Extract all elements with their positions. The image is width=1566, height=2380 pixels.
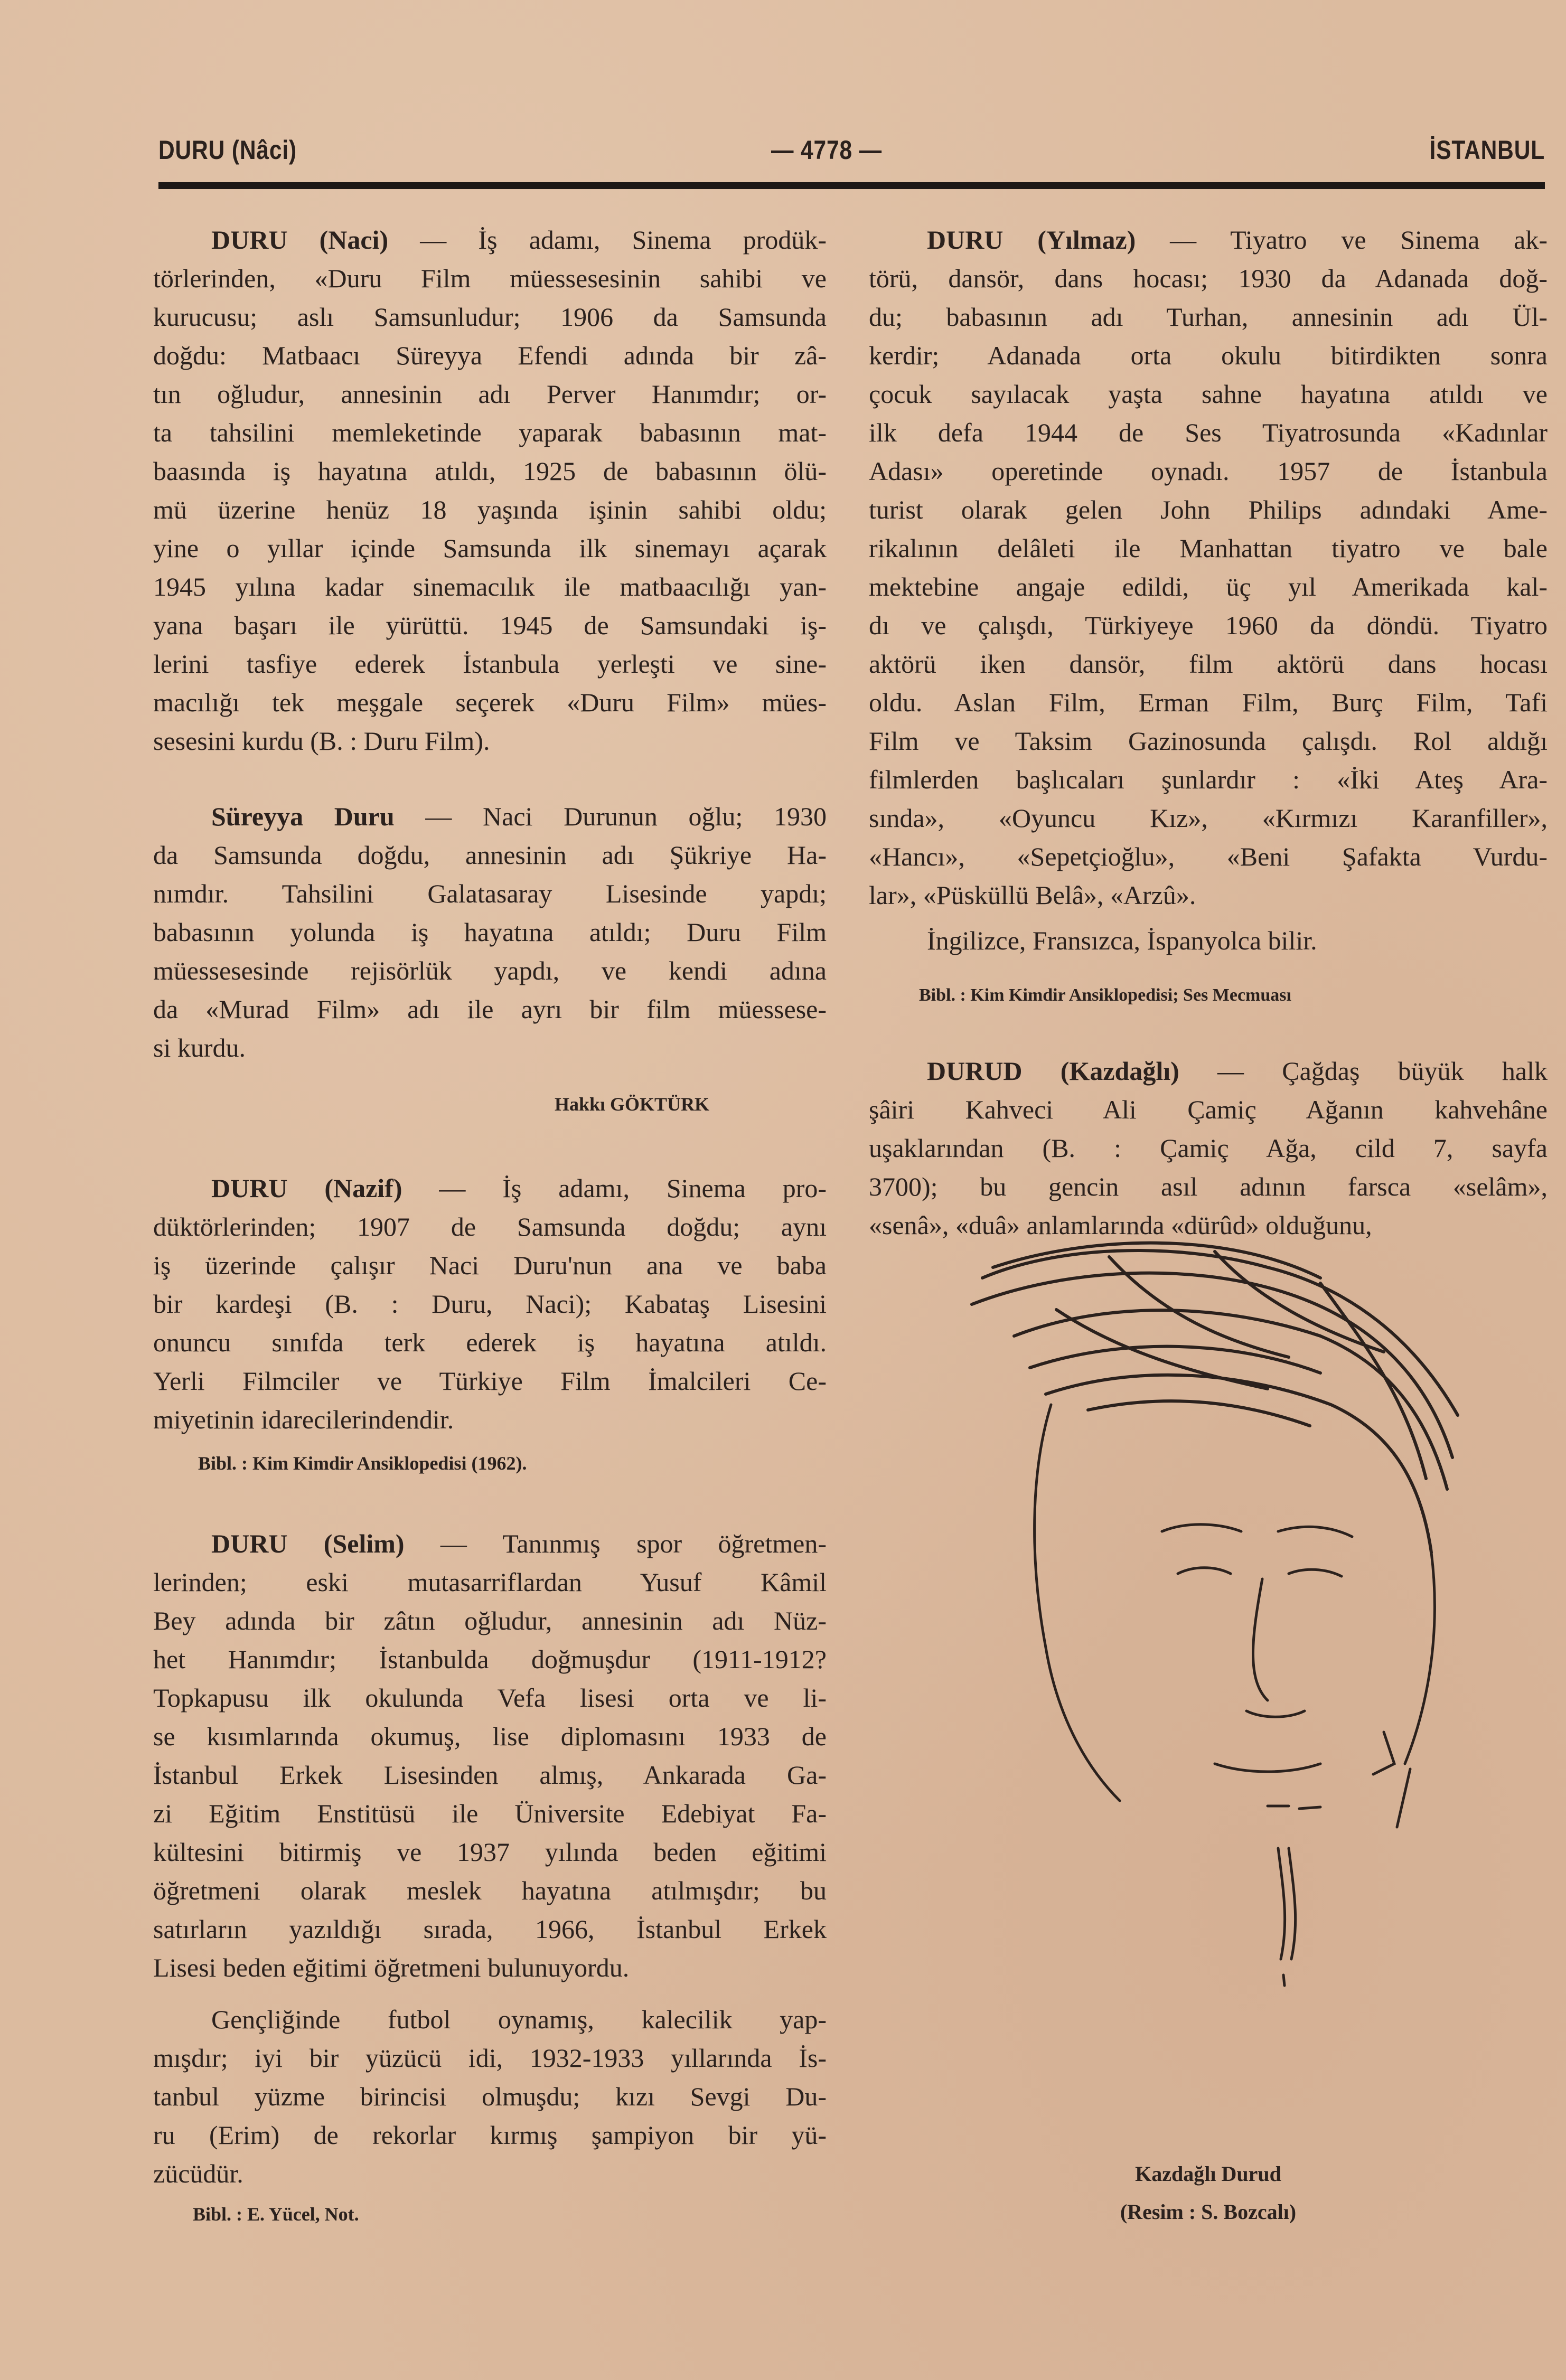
text-line: dı ve çalışdı, Türkiyeye 1960 da döndü. Tiyatro	[869, 610, 1548, 640]
text-line: yana başarı ile yürüttü. 1945 de Samsundaki iş-	[153, 610, 827, 640]
text-line: düktörlerinden; 1907 de Samsunda doğdu; aynı	[153, 1212, 827, 1241]
text-line-rest: — İş adamı, Sinema prodük-	[420, 225, 827, 255]
text-line: uşaklarından (B. : Çamiç Ağa, cild 7, sayfa	[869, 1133, 1548, 1163]
text-line: da «Murad Film» adı ile ayrı bir film müessese-	[153, 994, 827, 1024]
text-line: aktörü iken dansör, film aktörü dans hocası	[869, 649, 1548, 679]
text-line: şâiri Kahveci Ali Çamiç Ağanın kahvehâne	[869, 1095, 1548, 1124]
text-line	[153, 797, 827, 836]
text-line: törü, dansör, dans hocası; 1930 da Adanada doğ-	[869, 264, 1548, 293]
text-line: se kısımlarında okumuş, lise diplomasını 1933 de	[153, 1721, 827, 1751]
text-line: lerini tasfiye ederek İstanbula yerleşti ve sine-	[153, 649, 827, 679]
entry-duru-yilmaz	[869, 221, 1548, 915]
text-line: miyetinin idarecilerindendir.	[153, 1405, 454, 1434]
text-line: doğdu: Matbaacı Süreyya Efendi adında bir zâ-	[153, 341, 827, 370]
running-header-left: DURU (Nâci)	[158, 135, 297, 165]
text-line: sında», «Oyuncu Kız», «Kırmızı Karanfiller»,	[869, 803, 1548, 833]
text-line	[153, 1169, 827, 1208]
text-line-rest: — Tanınmış spor öğretmen-	[440, 1529, 827, 1558]
text-line: ru (Erim) de rekorlar kırmış şampiyon bir yü-	[153, 2120, 827, 2150]
text-line: kerdir; Adanada orta okulu bitirdikten sonra	[869, 341, 1548, 370]
entry-durud-kazdagli	[869, 1052, 1548, 1245]
text-line: da Samsunda doğdu, annesinin adı Şükriye Ha-	[153, 840, 827, 870]
text-line: lar», «Püsküllü Belâ», «Arzû».	[869, 880, 1196, 910]
portrait-sketch	[951, 1236, 1479, 2144]
page-number: — 4778 —	[771, 135, 882, 165]
text-line: zi Eğitim Enstitüsü ile Üniversite Edebiyat Fa-	[153, 1799, 827, 1828]
text-line: Gençliğinde futbol oynamış, kalecilik yap-	[211, 2005, 827, 2034]
text-line: Film ve Taksim Gazinosunda çalışdı. Rol aldığı	[869, 726, 1548, 756]
author-signature: Hakkı GÖKTÜRK	[555, 1094, 710, 1115]
bibliography: Bibl. : Kim Kimdir Ansiklopedisi (1962).	[198, 1453, 527, 1474]
text-line: Yerli Filmciler ve Türkiye Film İmalcileri Ce-	[153, 1366, 827, 1396]
figure-caption: Kazdağlı Durud	[1135, 2162, 1281, 2186]
text-line	[869, 1052, 1548, 1090]
text-line: si kurdu.	[153, 1033, 246, 1062]
text-line	[869, 221, 1548, 259]
entry-duru-naci	[153, 221, 827, 760]
text-line	[153, 221, 827, 259]
entry-sureyya-duru	[153, 797, 827, 1067]
text-line: Bey adında bir zâtın oğludur, annesinin adı Nüz-	[153, 1606, 827, 1635]
entry-heading: DURU (Selim)	[211, 1529, 405, 1558]
text-line-rest: — Çağdaş büyük halk	[1217, 1056, 1548, 1086]
text-line: yine o yıllar içinde Samsunda ilk sinemayı açarak	[153, 533, 827, 563]
entry-duru-yilmaz-continued	[869, 921, 1548, 960]
text-line: tın oğludur, annesinin adı Perver Hanımdır; or-	[153, 379, 827, 409]
text-line: macılığı tek meşgale seçerek «Duru Film» mües-	[153, 688, 827, 717]
text-line: öğretmeni olarak meslek hayatına atılmışdır; bu	[153, 1876, 827, 1905]
text-line: zücüdür.	[153, 2159, 243, 2188]
text-line: müessesesinde rejisörlük yapdı, ve kendi adına	[153, 956, 827, 985]
text-line: bir kardeşi (B. : Duru, Naci); Kabataş Lisesini	[153, 1289, 827, 1319]
entry-heading: DURU (Yılmaz)	[927, 225, 1136, 255]
entry-duru-selim	[153, 1524, 827, 1987]
text-line: lerinden; eski mutasarriflardan Yusuf Kâmil	[153, 1567, 827, 1597]
text-line: kültesini bitirmiş ve 1937 yılında beden eğitimi	[153, 1837, 827, 1867]
text-line: turist olarak gelen John Philips adındaki Ame-	[869, 495, 1548, 524]
text-line: iş üzerinde çalışır Naci Duru'nun ana ve baba	[153, 1250, 827, 1280]
entry-heading: Süreyya Duru	[211, 802, 395, 831]
text-line: kurucusu; aslı Samsunludur; 1906 da Samsunda	[153, 302, 827, 332]
bibliography: Bibl. : Kim Kimdir Ansiklopedisi; Ses Mecmuası	[919, 985, 1291, 1005]
text-line: rikalının delâleti ile Manhattan tiyatro ve bale	[869, 533, 1548, 563]
figure-credit: (Resim : S. Bozcalı)	[1120, 2200, 1297, 2224]
entry-heading: DURU (Naci)	[211, 225, 389, 255]
text-line: baasında iş hayatına atıldı, 1925 de babasının ölü-	[153, 456, 827, 486]
entry-heading: DURU (Nazif)	[211, 1173, 402, 1203]
text-line: babasının yolunda iş hayatına atıldı; Duru Film	[153, 917, 827, 947]
text-line-rest: — İş adamı, Sinema pro-	[439, 1173, 827, 1203]
text-line	[153, 1524, 827, 1563]
text-line: mü üzerine henüz 18 yaşında işinin sahibi oldu;	[153, 495, 827, 524]
text-line: du; babasının adı Turhan, annesinin adı Ül-	[869, 302, 1548, 332]
entry-heading: DURUD (Kazdağlı)	[927, 1056, 1179, 1086]
text-line: «Hancı», «Sepetçioğlu», «Beni Şafakta Vurdu-	[869, 842, 1548, 871]
text-line: İngilizce, Fransızca, İspanyolca bilir.	[927, 926, 1317, 955]
header-rule	[158, 182, 1545, 189]
text-line: satırların yazıldığı sırada, 1966, İstanbul Erkek	[153, 1914, 827, 1944]
text-line: mışdır; iyi bir yüzücü idi, 1932-1933 yıllarında İs-	[153, 2043, 827, 2073]
entry-duru-selim-continued	[153, 2000, 827, 2193]
running-header-right: İSTANBUL	[1429, 135, 1545, 165]
text-line: onuncu sınıfda terk ederek iş hayatına atıldı.	[153, 1328, 827, 1357]
text-line: het Hanımdır; İstanbulda doğmuşdur (1911-1912?	[153, 1644, 827, 1674]
bibliography: Bibl. : E. Yücel, Not.	[193, 2204, 359, 2225]
hair-strokes	[972, 1243, 1458, 1553]
text-line: filmlerden başlıcaları şunlardır : «İki Ateş Ara-	[869, 765, 1548, 794]
text-line: oldu. Aslan Film, Erman Film, Burç Film, Tafi	[869, 688, 1548, 717]
text-line: ta tahsilini memleketinde yaparak babasının mat-	[153, 418, 827, 447]
text-line: 3700); bu gencin asıl adının farsca «selâm»,	[869, 1172, 1548, 1201]
text-line: nımdır. Tahsilini Galatasaray Lisesinde yapdı;	[153, 879, 827, 908]
text-line-rest: — Naci Durunun oğlu; 1930	[425, 802, 827, 831]
text-line: 1945 yılına kadar sinemacılık ile matbaacılığı yan-	[153, 572, 827, 601]
text-line: törlerinden, «Duru Film müessesesinin sahibi ve	[153, 264, 827, 293]
text-line: Adası» operetinde oynadı. 1957 de İstanbula	[869, 456, 1548, 486]
text-line: «senâ», «duâ» anlamlarında «dürûd» olduğunu,	[869, 1210, 1372, 1240]
text-line: sesesini kurdu (B. : Duru Film).	[153, 726, 490, 756]
text-line-rest: — Tiyatro ve Sinema ak-	[1170, 225, 1548, 255]
text-line: İstanbul Erkek Lisesinden almış, Ankarada Ga-	[153, 1760, 827, 1790]
text-line: tanbul yüzme birincisi olmuşdu; kızı Sevgi Du-	[153, 2082, 827, 2111]
text-line: Topkapusu ilk okulunda Vefa lisesi orta ve li-	[153, 1683, 827, 1713]
text-line: çocuk sayılacak yaşta sahne hayatına atıldı ve	[869, 379, 1548, 409]
text-line: mektebine angaje edildi, üç yıl Amerikada kal-	[869, 572, 1548, 601]
text-line: Lisesi beden eğitimi öğretmeni bulunuyordu.	[153, 1953, 630, 1982]
face-outline	[1035, 1405, 1435, 1986]
entry-duru-nazif	[153, 1169, 827, 1439]
text-line: ilk defa 1944 de Ses Tiyatrosunda «Kadınlar	[869, 418, 1548, 447]
